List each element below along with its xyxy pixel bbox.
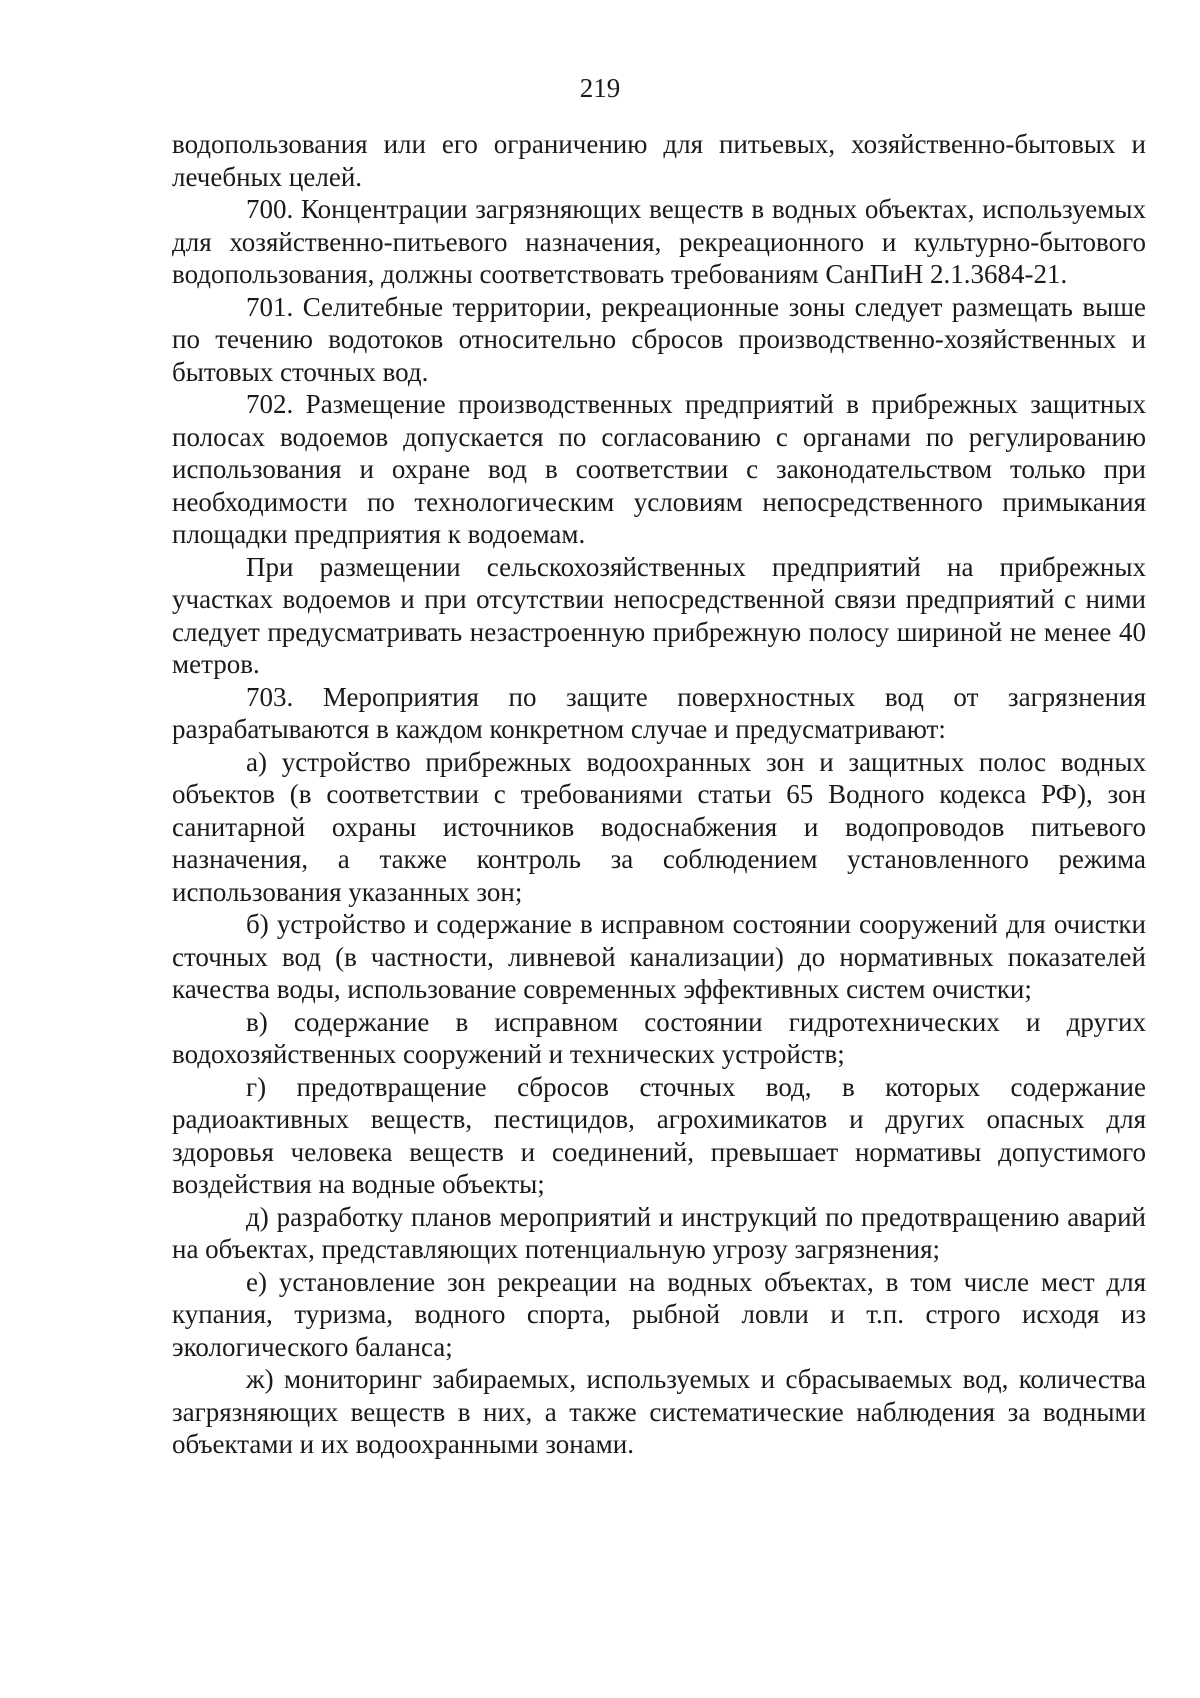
paragraph-continuation: водопользования или его ограничению для питьевых, хозяйственно-бытовых и лечебных целей. — [172, 129, 1146, 192]
list-item-b: б) устройство и содержание в исправном состоянии сооружений для очистки сточных вод (в частности, ливневой канализации) до нормативных показателей качества воды, использование современных эффективных систем очистки; — [172, 909, 1146, 1004]
list-item-zh: ж) мониторинг забираемых, используемых и сбрасываемых вод, количества загрязняющих веществ в них, а также систематические наблюдения за водными объектами и их водоохранными зонами. — [172, 1364, 1146, 1459]
list-item-a: а) устройство прибрежных водоохранных зон и защитных полос водных объектов (в соответствии с требованиями статьи 65 Водного кодекса РФ), зон санитарной охраны источников водоснабжения и водопроводов питьевого назначения, а также контроль за соблюдением установленного режима использования указанных зон; — [172, 746, 1146, 907]
page-number: 219 — [579, 73, 621, 103]
paragraph-700: 700. Концентрации загрязняющих веществ в водных объектах, используемых для хозяйственно-питьевого назначения, рекреационного и культурно-бытового водопользования, должны соответствовать требованиям СанПиН 2.1.3684-21. — [172, 194, 1146, 289]
document-body — [172, 128, 1146, 1461]
paragraph-701: 701. Селитебные территории, рекреационные зоны следует размещать выше по течению водотоков относительно сбросов производственно-хозяйственных и бытовых сточных вод. — [172, 291, 1146, 387]
paragraph-702: 702. Размещение производственных предприятий в прибрежных защитных полосах водоемов допускается по согласованию с органами по регулированию использования и охране вод в соответствии с законодательством только при необходимости по технологическим условиям непосредственного примыкания площадки предприятия к водоемам. — [172, 389, 1146, 549]
list-item-e: е) установление зон рекреации на водных объектах, в том числе мест для купания, туризма, водного спорта, рыбной ловли и т.п. строго исходя из экологического баланса; — [172, 1266, 1146, 1362]
paragraph-702-agricultural: При размещении сельскохозяйственных предприятий на прибрежных участках водоемов и при отсутствии непосредственной связи предприятий с ними следует предусматривать незастроенную прибрежную полосу шириной не менее 40 метров. — [172, 551, 1146, 679]
paragraph-703: 703. Мероприятия по защите поверхностных вод от загрязнения разрабатываются в каждом конкретном случае и предусматривают: — [172, 681, 1146, 744]
list-item-g: г) предотвращение сбросов сточных вод, в которых содержание радиоактивных веществ, пестицидов, агрохимикатов и других опасных для здоровья человека веществ и соединений, превышает нормативы допустимого воздействия на водные объекты; — [172, 1071, 1146, 1199]
list-item-d: д) разработку планов мероприятий и инструкций по предотвращению аварий на объектах, представляющих потенциальную угрозу загрязнения; — [172, 1201, 1146, 1264]
list-item-v: в) содержание в исправном состоянии гидротехнических и других водохозяйственных сооружений и технических устройств; — [172, 1006, 1146, 1069]
